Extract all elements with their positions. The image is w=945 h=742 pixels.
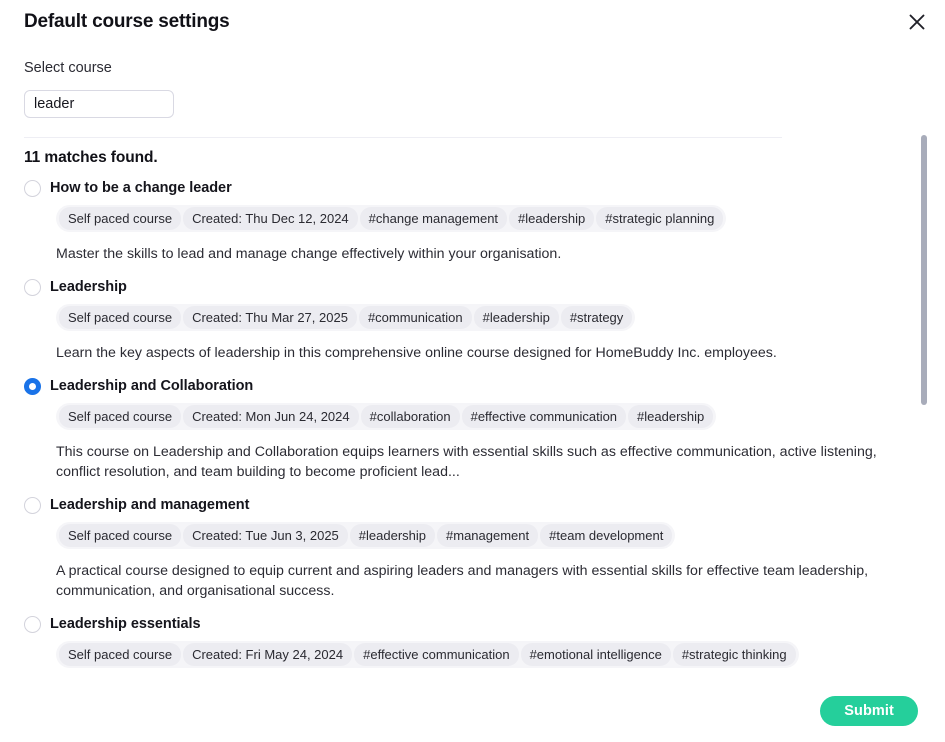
modal-footer [0,680,945,742]
course-result-header[interactable] [24,613,921,635]
course-meta-pill: #strategic planning [596,207,723,230]
course-description: Master the skills to lead and manage change effectively within your organisation. [56,246,562,262]
course-search-input[interactable] [24,90,174,118]
course-radio-button[interactable] [24,497,41,514]
course-result-header[interactable] [24,177,921,199]
course-result-item[interactable] [24,276,921,363]
course-results-list [24,177,921,668]
course-result-header[interactable] [24,276,921,298]
course-meta-pill: #management [437,524,538,547]
course-description: Learn the key aspects of leadership in this comprehensive online course designed for HomeBuddy Inc. employees. [56,345,777,361]
course-meta-pill: Created: Fri May 24, 2024 [183,643,352,666]
course-radio-button[interactable] [24,616,41,633]
course-meta-pill: #leadership [350,524,435,547]
course-meta-pill: #leadership [509,207,594,230]
course-description: This course on Leadership and Collaboration equips learners with essential skills such as effective communication, active listening, conflict resolution, and team building to become proficient lead... [56,444,877,480]
select-course-label: Select course [24,60,112,76]
course-result-header[interactable] [24,494,921,516]
course-result-header[interactable] [24,375,921,397]
results-scrollbar-track[interactable] [921,133,927,682]
course-meta-pill-row [56,641,799,668]
course-meta-pill: #emotional intelligence [521,643,671,666]
select-course-field [0,40,945,138]
course-result-item[interactable] [24,613,921,668]
course-meta-pill: #strategy [561,306,632,329]
course-meta-pill: Self paced course [59,643,181,666]
course-result-item[interactable] [24,375,921,482]
course-meta-pill: Self paced course [59,405,181,428]
course-meta-pill-row [56,522,675,549]
course-meta-pill: Self paced course [59,207,181,230]
results-scroll-area[interactable] [0,141,945,680]
course-meta-pill: #effective communication [354,643,518,666]
course-meta-pill: Created: Thu Mar 27, 2025 [183,306,357,329]
matches-found-heading: 11 matches found. [24,149,158,166]
close-icon [908,13,926,31]
course-meta-pill: #strategic thinking [673,643,796,666]
section-divider [24,137,782,138]
course-title: Leadership [50,279,127,295]
results-scrollbar-thumb[interactable] [921,135,927,405]
course-meta-pill: Created: Tue Jun 3, 2025 [183,524,348,547]
course-radio-button[interactable] [24,378,41,395]
course-result-item[interactable] [24,177,921,264]
course-radio-button[interactable] [24,180,41,197]
course-title: Leadership and Collaboration [50,378,254,394]
course-meta-pill: #leadership [474,306,559,329]
modal-header [0,0,945,40]
course-title: How to be a change leader [50,180,232,196]
course-meta-pill: #team development [540,524,672,547]
course-description: A practical course designed to equip current and aspiring leaders and managers with essential skills for effective team leadership, communication, and organisational success. [56,563,869,599]
course-title: Leadership essentials [50,616,201,632]
course-meta-pill: #communication [359,306,472,329]
submit-button[interactable]: Submit [820,696,918,726]
course-meta-pill: #collaboration [361,405,460,428]
course-meta-pill: Self paced course [59,524,181,547]
course-title: Leadership and management [50,497,250,513]
course-meta-pill-row [56,403,716,430]
course-meta-pill-row [56,205,726,232]
course-meta-pill: Created: Thu Dec 12, 2024 [183,207,358,230]
course-meta-pill: #leadership [628,405,713,428]
course-meta-pill: Self paced course [59,306,181,329]
course-radio-button[interactable] [24,279,41,296]
course-meta-pill: #change management [360,207,507,230]
course-result-item[interactable] [24,494,921,601]
page-title: Default course settings [24,11,230,32]
course-meta-pill: #effective communication [462,405,626,428]
close-button[interactable] [903,8,931,36]
course-meta-pill-row [56,304,635,331]
course-meta-pill: Created: Mon Jun 24, 2024 [183,405,359,428]
